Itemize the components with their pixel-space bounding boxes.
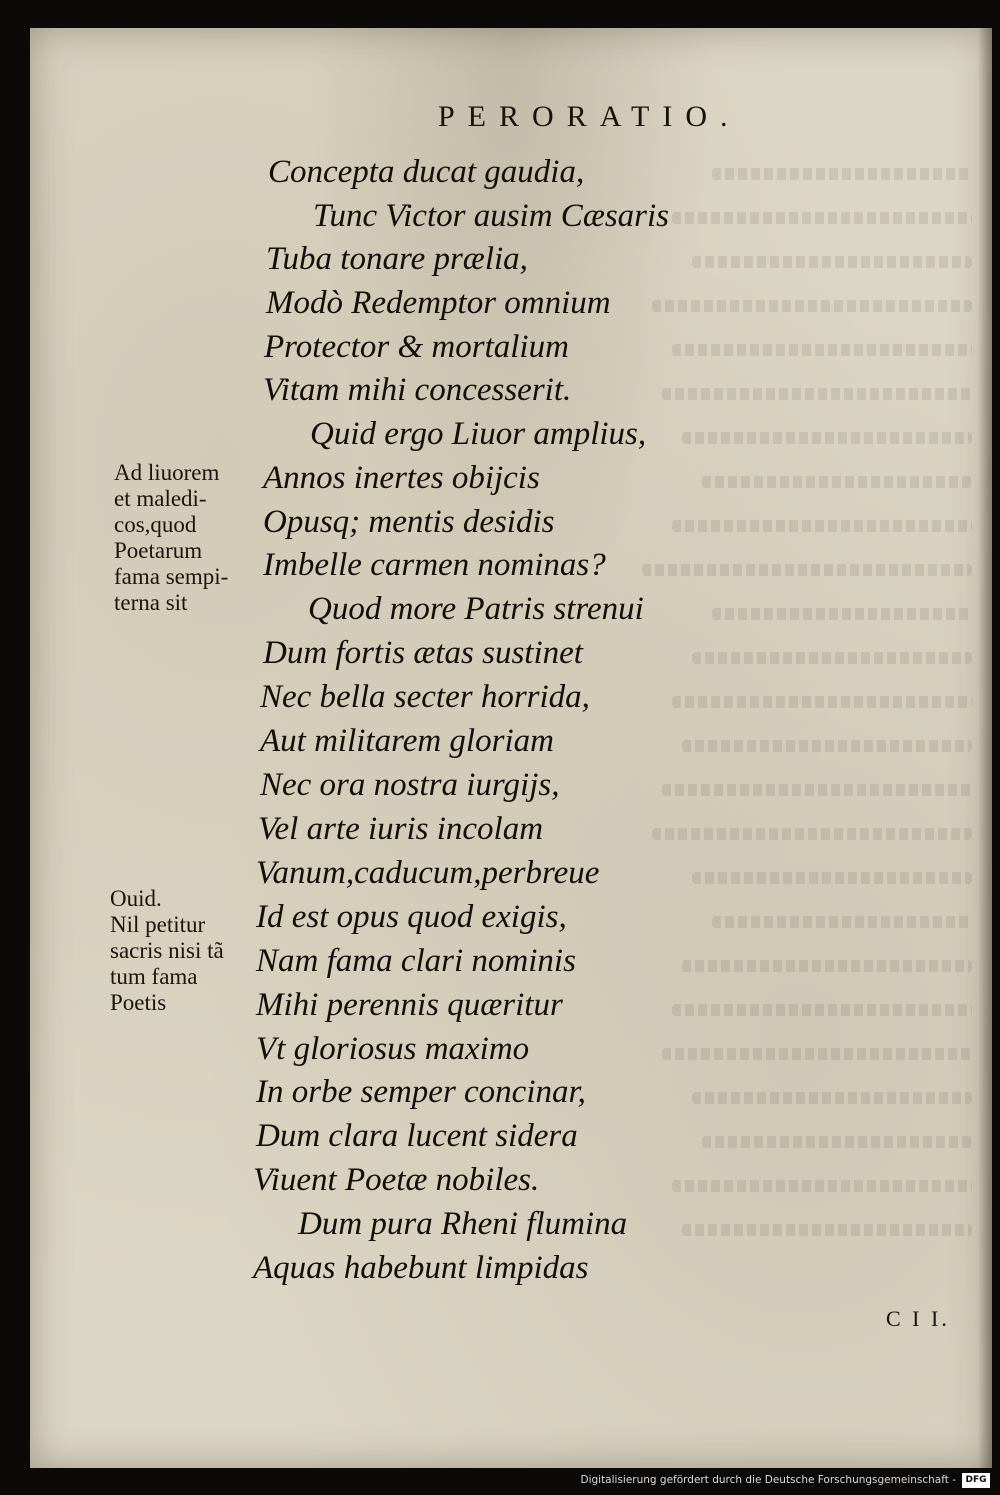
marginal-note bbox=[114, 460, 228, 616]
verse-line: Nec bella secter horrida, bbox=[260, 679, 590, 715]
marginal-note bbox=[110, 886, 224, 1016]
verse-line: Vanum,caducum,perbreue bbox=[256, 855, 600, 891]
marginal-note-line: tum fama bbox=[110, 964, 198, 989]
running-title: PERORATIO. bbox=[438, 100, 741, 133]
marginal-note-line: Poetarum bbox=[114, 538, 203, 563]
verse-line: Quid ergo Liuor amplius, bbox=[310, 416, 647, 452]
verse-line: Tunc Victor ausim Cæsaris bbox=[313, 198, 670, 234]
verse-line: In orbe semper concinar, bbox=[256, 1074, 586, 1110]
verse-line: Vel arte iuris incolam bbox=[258, 811, 544, 847]
marginal-note-line: cos,quod bbox=[114, 512, 197, 537]
marginal-note-line: Ad liuorem bbox=[114, 460, 220, 485]
marginal-note-line: sacris nisi tã bbox=[110, 938, 224, 963]
verse-line: Aut militarem gloriam bbox=[260, 723, 554, 759]
verse-line: Id est opus quod exigis, bbox=[256, 899, 567, 935]
verse-line: Protector & mortalium bbox=[264, 329, 569, 365]
marginal-note-line: terna sit bbox=[114, 590, 188, 615]
signature-mark: C I I. bbox=[886, 1306, 950, 1331]
verse-line: Aquas habebunt limpidas bbox=[253, 1250, 589, 1286]
marginal-note-line: et maledi- bbox=[114, 486, 207, 511]
book-page bbox=[30, 28, 992, 1468]
verse-line: Quod more Patris strenui bbox=[308, 591, 644, 627]
verse-line: Tuba tonare prælia, bbox=[266, 241, 528, 277]
marginal-note-line: Nil petitur bbox=[110, 912, 206, 937]
dfg-logo: DFG bbox=[962, 1473, 990, 1488]
marginal-note-line: fama sempi- bbox=[114, 564, 229, 589]
verse-line: Vitam mihi concesserit. bbox=[263, 372, 572, 408]
verse-line: Concepta ducat gaudia, bbox=[268, 154, 585, 190]
verse-line: Nec ora nostra iurgijs, bbox=[260, 767, 560, 803]
verse-line: Nam fama clari nominis bbox=[256, 943, 576, 979]
footer-credit: Digitalisierung gefördert durch die Deutsche Forschungsgemeinschaft - bbox=[580, 1474, 956, 1486]
verse-line: Opusq; mentis desidis bbox=[263, 504, 555, 540]
verse-line: Modò Redemptor omnium bbox=[266, 285, 611, 321]
verse-line: Imbelle carmen nominas? bbox=[263, 547, 606, 583]
verse-line: Dum clara lucent sidera bbox=[256, 1118, 578, 1154]
marginal-note-line: Ouid. bbox=[110, 886, 162, 911]
verse-line: Vt gloriosus maximo bbox=[256, 1031, 530, 1067]
verse-text bbox=[30, 28, 992, 1468]
verse-line: Mihi perennis quæritur bbox=[256, 987, 563, 1023]
verse-line: Dum fortis ætas sustinet bbox=[263, 635, 583, 671]
marginal-note-line: Poetis bbox=[110, 990, 167, 1015]
verse-line: Annos inertes obijcis bbox=[263, 460, 540, 496]
verse-line: Viuent Poetæ nobiles. bbox=[253, 1162, 540, 1198]
digitization-footer bbox=[0, 1468, 1000, 1495]
verse-line: Dum pura Rheni flumina bbox=[298, 1206, 628, 1242]
